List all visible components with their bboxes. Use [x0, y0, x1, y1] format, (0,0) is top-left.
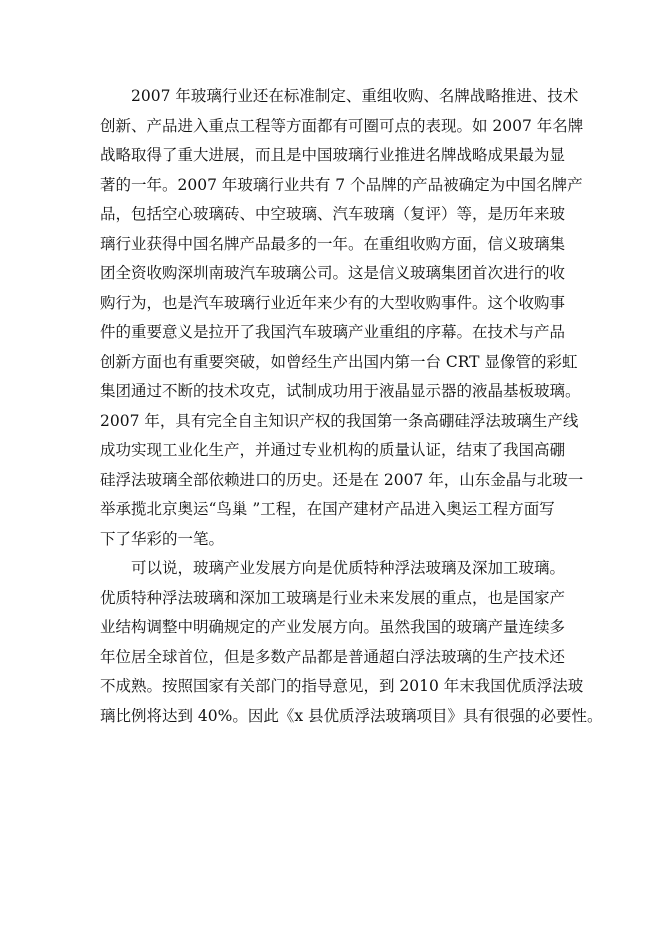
paragraph-2-line-3: 业结构调整中明确规定的产业发展方向。虽然我国的玻璃产量连续多 [100, 618, 566, 636]
paragraph-1-line-1: 2007 年玻璃行业还在标准制定、重组收购、名牌战略推进、技术 [131, 87, 579, 105]
paragraph-1-line-12: 2007 年，具有完全自主知识产权的我国第一条高硼硅浮法玻璃生产线 [100, 411, 579, 430]
paragraph-1-line-4: 著的一年。2007 年玻璃行业共有 7 个品牌的产品被确定为中国名牌产 [100, 175, 583, 194]
paragraph-1-line-14: 硅浮法玻璃全部依赖进口的历史。还是在 2007 年，山东金晶与北玻一 [100, 470, 584, 489]
paragraph-2-line-5: 不成熟。按照国家有关部门的指导意见，到 2010 年末我国优质浮法玻 [100, 677, 584, 695]
paragraph-1-line-7: 团全资收购深圳南玻汽车玻璃公司。这是信义玻璃集团首次进行的收 [100, 264, 566, 282]
paragraph-1-line-3: 战略取得了重大进展，而且是中国玻璃行业推进名牌战略成果最为显 [100, 146, 566, 164]
paragraph-2-line-4: 年位居全球首位，但是多数产品都是普通超白浮法玻璃的生产技术还 [100, 647, 566, 666]
paragraph-2-line-2: 优质特种浮法玻璃和深加工玻璃是行业未来发展的重点，也是国家产 [100, 588, 566, 607]
paragraph-2-line-6: 璃比例将达到 40%。因此《x 县优质浮法玻璃项目》具有很强的必要性。 [100, 706, 603, 725]
paragraph-1-line-16: 下了华彩的一笔。 [100, 529, 225, 548]
paragraph-1-line-13: 成功实现工业化生产，并通过专业机构的质量认证，结束了我国高硼 [100, 441, 566, 459]
paragraph-2-line-1: 可以说，玻璃产业发展方向是优质特种浮法玻璃及深加工玻璃。 [131, 559, 566, 577]
paragraph-1-line-2: 创新、产品进入重点工程等方面都有可圈可点的表现。如 2007 年名牌 [100, 116, 584, 135]
paragraph-1-line-8: 购行为，也是汽车玻璃行业近年来少有的大型收购事件。这个收购事 [100, 293, 566, 312]
paragraph-1-line-5: 品，包括空心玻璃砖、中空玻璃、汽车玻璃（复评）等，是历年来玻 [100, 205, 566, 223]
paragraph-1-line-9: 件的重要意义是拉开了我国汽车玻璃产业重组的序幕。在技术与产品 [100, 323, 566, 341]
paragraph-1-line-10: 创新方面也有重要突破，如曾经生产出国内第一台 CRT 显像管的彩虹 [100, 352, 578, 371]
paragraph-1-line-6: 璃行业获得中国名牌产品最多的一年。在重组收购方面，信义玻璃集 [100, 234, 566, 253]
paragraph-1-line-15: 举承揽北京奥运“鸟巢 ”工程，在国产建材产品进入奥运工程方面写 [100, 500, 555, 518]
paragraph-1-line-11: 集团通过不断的技术攻克，试制成功用于液晶显示器的液晶基板玻璃。 [100, 382, 581, 400]
document-body [100, 82, 603, 731]
